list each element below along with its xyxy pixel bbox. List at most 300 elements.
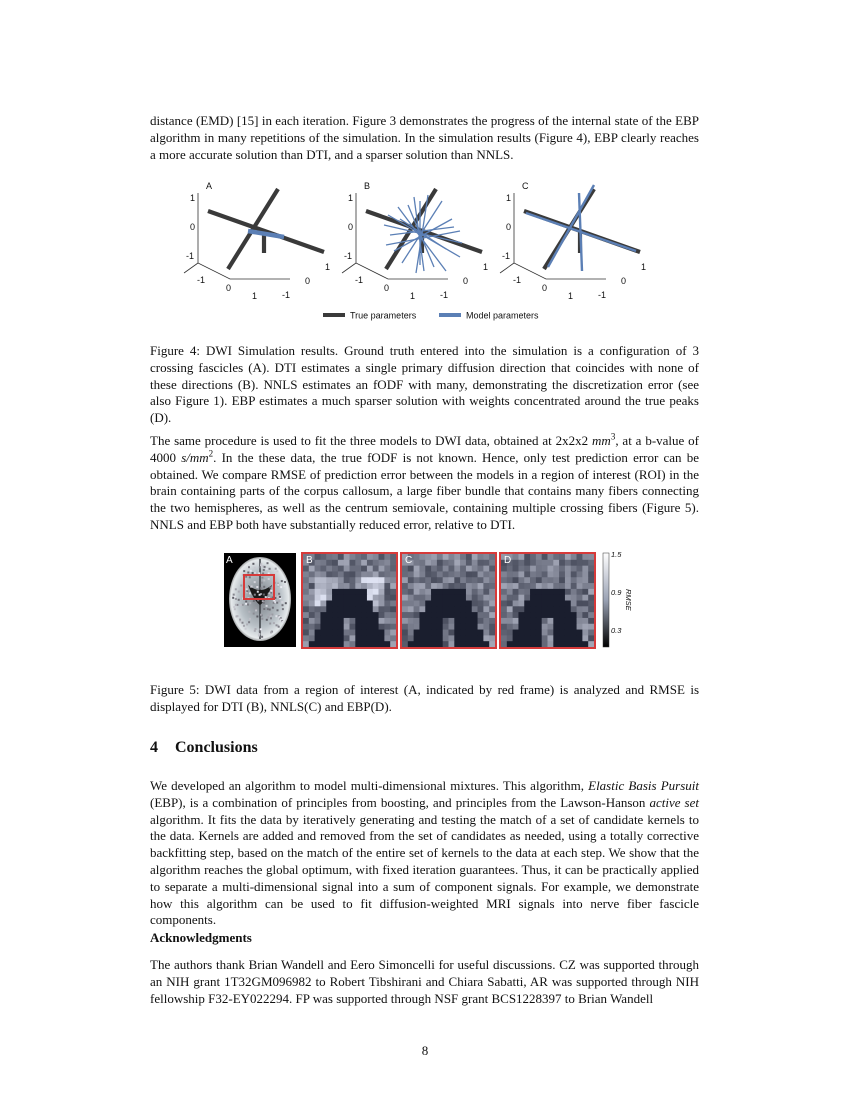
heatmap-cell (425, 635, 431, 641)
heatmap-cell (309, 630, 315, 636)
heatmap-cell (559, 606, 565, 612)
heatmap-cell (332, 606, 338, 612)
heatmap-cell (361, 635, 367, 641)
heatmap-cell (454, 560, 460, 566)
heatmap-cell (489, 589, 495, 595)
heatmap-cell (402, 589, 408, 595)
heatmap-cell (472, 571, 478, 577)
figure-4-legend (323, 311, 539, 321)
x-tick: 0 (542, 283, 548, 293)
heatmap-cell (425, 606, 431, 612)
brain-speckle (277, 596, 279, 598)
heatmap-cell (518, 560, 524, 566)
heatmap-cell (466, 606, 472, 612)
heatmap-cell (443, 606, 449, 612)
brain-speckle (233, 594, 235, 596)
heatmap-cell (449, 571, 455, 577)
heatmap-cell (414, 577, 420, 583)
heatmap-cell (478, 635, 484, 641)
heatmap-cell (513, 606, 519, 612)
heatmap-cell (501, 595, 507, 601)
heatmap-cell (548, 595, 554, 601)
heatmap-cell (350, 566, 356, 572)
heatmap-cell (437, 560, 443, 566)
heatmap-cell (344, 566, 350, 572)
heatmap-cell (379, 571, 385, 577)
heatmap-cell (355, 554, 361, 560)
brain-speckle (249, 618, 251, 620)
brain-speckle (239, 619, 241, 621)
heatmap-cell (449, 566, 455, 572)
heatmap-cell (437, 583, 443, 589)
brain-speckle (252, 563, 254, 565)
heatmap-cell (402, 624, 408, 630)
brain-speckle (278, 600, 280, 602)
heatmap-cell (536, 618, 542, 624)
heatmap-cell (361, 606, 367, 612)
heatmap-cell (390, 566, 396, 572)
brain-speckle (238, 591, 240, 593)
heatmap-cell (390, 583, 396, 589)
heatmap-cell (431, 595, 437, 601)
heatmap-cell (437, 630, 443, 636)
procedure-part-3: . In the these data, the true fODF is not known. Hence, only test prediction error can be obtained. We compare RMSE of prediction error between the models in a region of interest (ROI) in the brain containing parts of the corpus callosum, a large fiber bundle that contains many fibers connecting the two hemispheres, as well as the centrum semiovale, containing multiple crossing fibers (Figure 5). NNLS and EBP both have substantially reduced error, relative to DTI. (150, 449, 700, 532)
heatmap-cell (577, 589, 583, 595)
brain-speckle (276, 624, 278, 626)
brain-speckle (257, 591, 259, 593)
heatmap-cell (559, 624, 565, 630)
heatmap-cell (530, 641, 536, 647)
heatmap-cell (425, 641, 431, 647)
heatmap-cell (332, 612, 338, 618)
acknowledgments-text: The authors thank Brian Wandell and Eero Simoncelli for useful discussions. CZ was supported through an NIH grant 1T32GM096982 to Robert Tibshirani and Chiara Sabatti, AR was supported through NIH fellowship F32-EY022294. FP was supported through NSF grant BCS1228397 to Brian Wandell (150, 957, 699, 1006)
brain-speckle (255, 607, 257, 609)
heatmap-cell (402, 571, 408, 577)
heatmap-cell (373, 630, 379, 636)
heatmap-cell (443, 571, 449, 577)
x-tick: 0 (384, 283, 390, 293)
brain-speckle (235, 598, 237, 600)
heatmap-cell (384, 601, 390, 607)
heatmap-cell (361, 630, 367, 636)
heatmap-cell (483, 606, 489, 612)
heatmap-cell (577, 641, 583, 647)
heatmap-cell (390, 595, 396, 601)
heatmap-cell (588, 554, 594, 560)
figure-4-panel-c (500, 181, 646, 301)
heatmap-cell (367, 589, 373, 595)
heatmap-cell (588, 577, 594, 583)
heatmap-cell (419, 606, 425, 612)
heatmap-cell (384, 641, 390, 647)
brain-speckle (259, 566, 261, 568)
heatmap-cell (553, 589, 559, 595)
x-tick: -1 (355, 275, 364, 285)
brain-speckle (263, 579, 265, 581)
heatmap-cell (565, 583, 571, 589)
heatmap-cell (425, 624, 431, 630)
heatmap-cell (454, 566, 460, 572)
heatmap-cell (449, 618, 455, 624)
heatmap-cell (588, 630, 594, 636)
heatmap-cell (460, 624, 466, 630)
brain-speckle (240, 604, 242, 606)
heatmap-cell (361, 571, 367, 577)
heatmap-cell (344, 612, 350, 618)
heatmap-cell (582, 624, 588, 630)
heatmap-cell (489, 554, 495, 560)
heatmap-cell (472, 589, 478, 595)
heatmap-cell (524, 606, 530, 612)
heatmap-cell (315, 612, 321, 618)
heatmap-cell (373, 624, 379, 630)
heatmap-cell (449, 612, 455, 618)
heatmap-cell (338, 583, 344, 589)
heatmap-cell (501, 601, 507, 607)
heatmap-cell (559, 595, 565, 601)
heatmap-cell (425, 589, 431, 595)
heatmap-cell (460, 577, 466, 583)
x-tick: 0 (226, 283, 232, 293)
figure-4-caption: Figure 4: DWI Simulation results. Ground truth entered into the simulation is a configuration of 3 crossing fascicles (A). DTI estimates a single primary diffusion direction that coincides with none of these directions (B). NNLS estimates an fODF with many, demonstrating the discretization error (see also Figure 1). EBP estimates a much sparser solution with weights concentrated around the true peaks (D). (150, 343, 699, 426)
heatmap-cell (507, 612, 513, 618)
brain-speckle (282, 604, 284, 606)
heatmap-cell (355, 560, 361, 566)
heatmap-cell (577, 606, 583, 612)
heatmap-cell (384, 624, 390, 630)
heatmap-cell (553, 635, 559, 641)
heatmap-cell (472, 624, 478, 630)
heatmap-cell (472, 606, 478, 612)
heatmap-cell (425, 583, 431, 589)
heatmap-cell (478, 624, 484, 630)
heatmap-cell (466, 571, 472, 577)
heatmap-cell (483, 635, 489, 641)
brain-speckle (240, 585, 242, 587)
heatmap-cell (559, 554, 565, 560)
brain-speckle (270, 617, 272, 619)
heatmap-cell (513, 635, 519, 641)
heatmap-cell (582, 571, 588, 577)
heatmap-cell (483, 554, 489, 560)
heatmap-cell (437, 554, 443, 560)
heatmap-cell (565, 635, 571, 641)
procedure-part-2: , at a b-value of 4000 (150, 433, 699, 465)
heatmap-cell (320, 624, 326, 630)
heatmap-cell (454, 583, 460, 589)
heatmap-cell (548, 624, 554, 630)
heatmap-cell (431, 589, 437, 595)
heatmap-cell (350, 595, 356, 601)
heatmap-cell (303, 612, 309, 618)
brain-speckle (245, 601, 247, 603)
heatmap-cell (524, 601, 530, 607)
heatmap-cell (518, 577, 524, 583)
heatmap-cell (577, 583, 583, 589)
heatmap-cell (390, 571, 396, 577)
brain-speckle (246, 623, 248, 625)
heatmap-cell (443, 618, 449, 624)
heatmap-cell (373, 641, 379, 647)
heatmap-cell (431, 630, 437, 636)
brain-speckle (277, 584, 279, 586)
heatmap-cell (303, 606, 309, 612)
heatmap-cell (530, 606, 536, 612)
heatmap-cell (565, 612, 571, 618)
heatmap-cell (507, 635, 513, 641)
y-tick: -1 (282, 290, 291, 300)
heatmap-cell (582, 595, 588, 601)
heatmap-cell (483, 566, 489, 572)
heatmap-cell (425, 554, 431, 560)
heatmap-cell (344, 630, 350, 636)
heatmap-cell (437, 571, 443, 577)
heatmap-cell (478, 641, 484, 647)
heatmap-cell (553, 571, 559, 577)
heatmap-cell (559, 583, 565, 589)
heatmap-cell (361, 601, 367, 607)
axis-frame-side (184, 263, 198, 273)
heatmap-cell (425, 612, 431, 618)
heatmap-cell (350, 612, 356, 618)
heatmap-cell (478, 630, 484, 636)
heatmap-cell (384, 630, 390, 636)
heatmap-cell (425, 577, 431, 583)
heatmap-cell (571, 571, 577, 577)
heatmap-cell (454, 624, 460, 630)
heatmap-cell (472, 612, 478, 618)
heatmap-cell (548, 589, 554, 595)
heatmap-cell (588, 566, 594, 572)
y-tick: 1 (483, 262, 489, 272)
brain-speckle (264, 566, 266, 568)
brain-speckle (254, 572, 256, 574)
heatmap-cell (489, 560, 495, 566)
brain-speckle (254, 581, 256, 583)
colorbar-tick-low: 0.3 (611, 626, 622, 635)
heatmap-cell (303, 595, 309, 601)
brain-speckle (260, 563, 262, 565)
heatmap-cell (588, 560, 594, 566)
heatmap-cell (582, 577, 588, 583)
heatmap-cell (384, 560, 390, 566)
heatmap-cell (548, 630, 554, 636)
heatmap-cell (326, 595, 332, 601)
heatmap-cell (571, 566, 577, 572)
heatmap-cell (320, 554, 326, 560)
heatmap-cell (588, 589, 594, 595)
heatmap-cell (582, 583, 588, 589)
brain-speckle (243, 625, 245, 627)
z-tick: 1 (348, 193, 354, 203)
figure-4-panel-a (184, 181, 330, 301)
heatmap-cell (373, 577, 379, 583)
heatmap-cell (326, 630, 332, 636)
heatmap-cell (419, 595, 425, 601)
heatmap-cell (530, 601, 536, 607)
heatmap-cell (350, 560, 356, 566)
heatmap-cell (355, 618, 361, 624)
heatmap-cell (355, 601, 361, 607)
heatmap-cell (530, 618, 536, 624)
heatmap-cell (344, 595, 350, 601)
brain-speckle (278, 593, 280, 595)
heatmap-cell (303, 566, 309, 572)
heatmap-cell (419, 630, 425, 636)
heatmap-cell (419, 554, 425, 560)
heatmap-cell (350, 630, 356, 636)
heatmap-cell (483, 571, 489, 577)
heatmap-cell (309, 583, 315, 589)
colorbar-tick-mid: 0.9 (611, 588, 622, 597)
brain-speckle (263, 594, 265, 596)
heatmap-cell (332, 618, 338, 624)
heatmap-cell (588, 641, 594, 647)
heatmap-cell (344, 577, 350, 583)
heatmap-cell (582, 560, 588, 566)
heatmap-cell (577, 601, 583, 607)
section-number: 4 (150, 739, 158, 756)
heatmap-cell (571, 601, 577, 607)
heatmap-cell (414, 624, 420, 630)
heatmap-cell (542, 606, 548, 612)
brain-speckle (274, 601, 276, 603)
heatmap-cell (454, 601, 460, 607)
heatmap-cell (542, 612, 548, 618)
brain-speckle (273, 622, 275, 624)
heatmap-cell (373, 595, 379, 601)
brain-speckle (238, 599, 240, 601)
panel-label: C (522, 181, 529, 191)
heatmap-cell (565, 589, 571, 595)
heatmap-cell (303, 583, 309, 589)
heatmap-cell (524, 554, 530, 560)
heatmap-cell (320, 641, 326, 647)
heatmap-cell (344, 583, 350, 589)
heatmap-cell (466, 601, 472, 607)
heatmap-cell (326, 601, 332, 607)
heatmap-cell (478, 583, 484, 589)
heatmap-cell (518, 641, 524, 647)
heatmap-cell (553, 595, 559, 601)
heatmap-cell (571, 560, 577, 566)
heatmap-cell (431, 641, 437, 647)
brain-speckle (258, 635, 260, 637)
heatmap-cell (350, 635, 356, 641)
brain-speckle (276, 602, 278, 604)
heatmap-cell (571, 606, 577, 612)
brain-speckle (242, 604, 244, 606)
heatmap-cell (332, 571, 338, 577)
brain-speckle (270, 592, 272, 594)
heatmap-cell (326, 606, 332, 612)
heatmap-cell (507, 601, 513, 607)
heatmap-cell (548, 566, 554, 572)
brain-speckle (245, 603, 247, 605)
heatmap-cell (332, 601, 338, 607)
heatmap-cell (320, 601, 326, 607)
heatmap-cell (565, 606, 571, 612)
conclusions-part-b: (EBP), is a combination of principles from boosting, and principles from the Lawson-Hanson (150, 794, 650, 810)
brain-speckle (268, 592, 270, 594)
heatmap-cell (402, 618, 408, 624)
heatmap-cell (326, 641, 332, 647)
heatmap-cell (320, 612, 326, 618)
heatmap-cell (443, 577, 449, 583)
heatmap-cell (344, 635, 350, 641)
figure-5-panel-c-heatmap (401, 553, 496, 648)
heatmap-cell (577, 554, 583, 560)
heatmap-cell (425, 618, 431, 624)
heatmap-cell (419, 601, 425, 607)
heatmap-cell (518, 601, 524, 607)
heatmap-cell (379, 583, 385, 589)
brain-speckle (269, 609, 271, 611)
heatmap-cell (326, 583, 332, 589)
heatmap-cell (478, 560, 484, 566)
heatmap-cell (542, 589, 548, 595)
heatmap-cell (565, 571, 571, 577)
brain-speckle (266, 605, 268, 607)
heatmap-cell (472, 635, 478, 641)
heatmap-cell (588, 612, 594, 618)
heatmap-cell (355, 577, 361, 583)
heatmap-cell (559, 560, 565, 566)
heatmap-cell (419, 618, 425, 624)
heatmap-cell (326, 589, 332, 595)
heatmap-cell (524, 595, 530, 601)
brain-speckle (261, 618, 263, 620)
heatmap-cell (553, 583, 559, 589)
figure-4 (170, 175, 700, 330)
heatmap-cell (559, 630, 565, 636)
heatmap-cell (361, 612, 367, 618)
heatmap-cell (303, 571, 309, 577)
heatmap-cell (367, 583, 373, 589)
heatmap-cell (518, 635, 524, 641)
heatmap-cell (478, 571, 484, 577)
heatmap-cell (565, 577, 571, 583)
heatmap-cell (379, 554, 385, 560)
heatmap-cell (536, 624, 542, 630)
heatmap-cell (460, 589, 466, 595)
heatmap-cell (536, 566, 542, 572)
heatmap-cell (460, 583, 466, 589)
heatmap-cell (390, 630, 396, 636)
heatmap-cell (361, 595, 367, 601)
heatmap-cell (577, 624, 583, 630)
heatmap-cell (507, 618, 513, 624)
brain-speckle (275, 615, 277, 617)
heatmap-cell (454, 618, 460, 624)
heatmap-cell (483, 641, 489, 647)
heatmap-cell (542, 571, 548, 577)
heatmap-cell (571, 624, 577, 630)
heatmap-cell (443, 601, 449, 607)
heatmap-cell (536, 560, 542, 566)
heatmap-cell (390, 635, 396, 641)
heatmap-cell (326, 560, 332, 566)
brain-speckle (282, 608, 284, 610)
heatmap-cell (472, 577, 478, 583)
heatmap-cell (542, 577, 548, 583)
heatmap-cell (373, 601, 379, 607)
heatmap-cell (338, 618, 344, 624)
heatmap-cell (449, 595, 455, 601)
colorbar-tick-high: 1.5 (611, 550, 622, 559)
brain-speckle (260, 614, 262, 616)
heatmap-cell (460, 560, 466, 566)
